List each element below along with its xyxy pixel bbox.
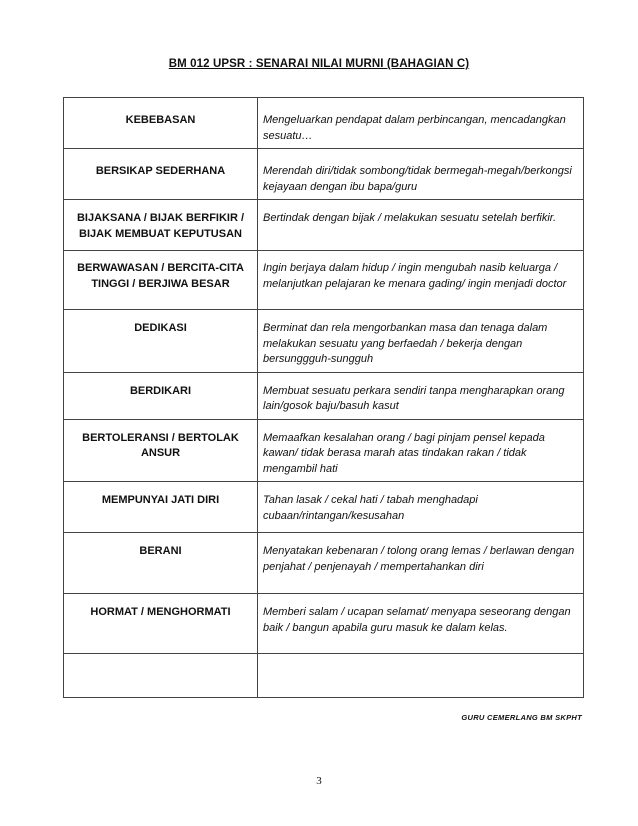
table-row bbox=[64, 533, 584, 594]
description-cell: Mengeluarkan pendapat dalam perbincangan, mencadangkan sesuatu… bbox=[258, 98, 584, 149]
values-table bbox=[63, 97, 584, 698]
value-cell: BERANI bbox=[64, 533, 258, 594]
value-cell: BERWAWASAN / BERCITA-CITA TINGGI / BERJIWA BESAR bbox=[64, 251, 258, 310]
table-row bbox=[64, 419, 584, 482]
value-cell: MEMPUNYAI JATI DIRI bbox=[64, 482, 258, 533]
table-row bbox=[64, 594, 584, 654]
description-cell: Ingin berjaya dalam hidup / ingin mengubah nasib keluarga / melanjutkan pelajaran ke menara gading/ ingin menjadi doctor bbox=[258, 251, 584, 310]
description-cell: Berminat dan rela mengorbankan masa dan tenaga dalam melakukan sesuatu yang berfaedah / bekerja dengan bersunggguh-sungguh bbox=[258, 310, 584, 373]
value-cell: BERTOLERANSI / BERTOLAK ANSUR bbox=[64, 419, 258, 482]
table-row bbox=[64, 372, 584, 419]
table-row bbox=[64, 98, 584, 149]
description-cell: Bertindak dengan bijak / melakukan sesuatu setelah berfikir. bbox=[258, 200, 584, 251]
page-title: BM 012 UPSR : SENARAI NILAI MURNI (BAHAGIAN C) bbox=[168, 58, 470, 70]
value-cell bbox=[64, 654, 258, 698]
table-row bbox=[64, 200, 584, 251]
description-cell: Memberi salam / ucapan selamat/ menyapa seseorang dengan baik / bangun apabila guru masuk ke dalam kelas. bbox=[258, 594, 584, 654]
page-number: 3 bbox=[316, 775, 322, 787]
table-row bbox=[64, 251, 584, 310]
value-cell: HORMAT / MENGHORMATI bbox=[64, 594, 258, 654]
description-cell: Memaafkan kesalahan orang / bagi pinjam pensel kepada kawan/ tidak berasa marah atas tindakan rakan / tidak mengambil hati bbox=[258, 419, 584, 482]
table-row bbox=[64, 149, 584, 200]
description-cell: Merendah diri/tidak sombong/tidak bermegah-megah/berkongsi kejayaan dengan ibu bapa/guru bbox=[258, 149, 584, 200]
value-cell: BERSIKAP SEDERHANA bbox=[64, 149, 258, 200]
description-cell: Tahan lasak / cekal hati / tabah menghadapi cubaan/rintangan/kesusahan bbox=[258, 482, 584, 533]
footer-note: GURU CEMERLANG BM SKPHT bbox=[461, 713, 582, 722]
table-row bbox=[64, 482, 584, 533]
table-row bbox=[64, 310, 584, 373]
value-cell: DEDIKASI bbox=[64, 310, 258, 373]
table-row-empty bbox=[64, 654, 584, 698]
value-cell: KEBEBASAN bbox=[64, 98, 258, 149]
description-cell bbox=[258, 654, 584, 698]
description-cell: Menyatakan kebenaran / tolong orang lemas / berlawan dengan penjahat / penjenayah / mempertahankan diri bbox=[258, 533, 584, 594]
description-cell: Membuat sesuatu perkara sendiri tanpa mengharapkan orang lain/gosok baju/basuh kasut bbox=[258, 372, 584, 419]
value-cell: BERDIKARI bbox=[64, 372, 258, 419]
value-cell: BIJAKSANA / BIJAK BERFIKIR / BIJAK MEMBUAT KEPUTUSAN bbox=[64, 200, 258, 251]
